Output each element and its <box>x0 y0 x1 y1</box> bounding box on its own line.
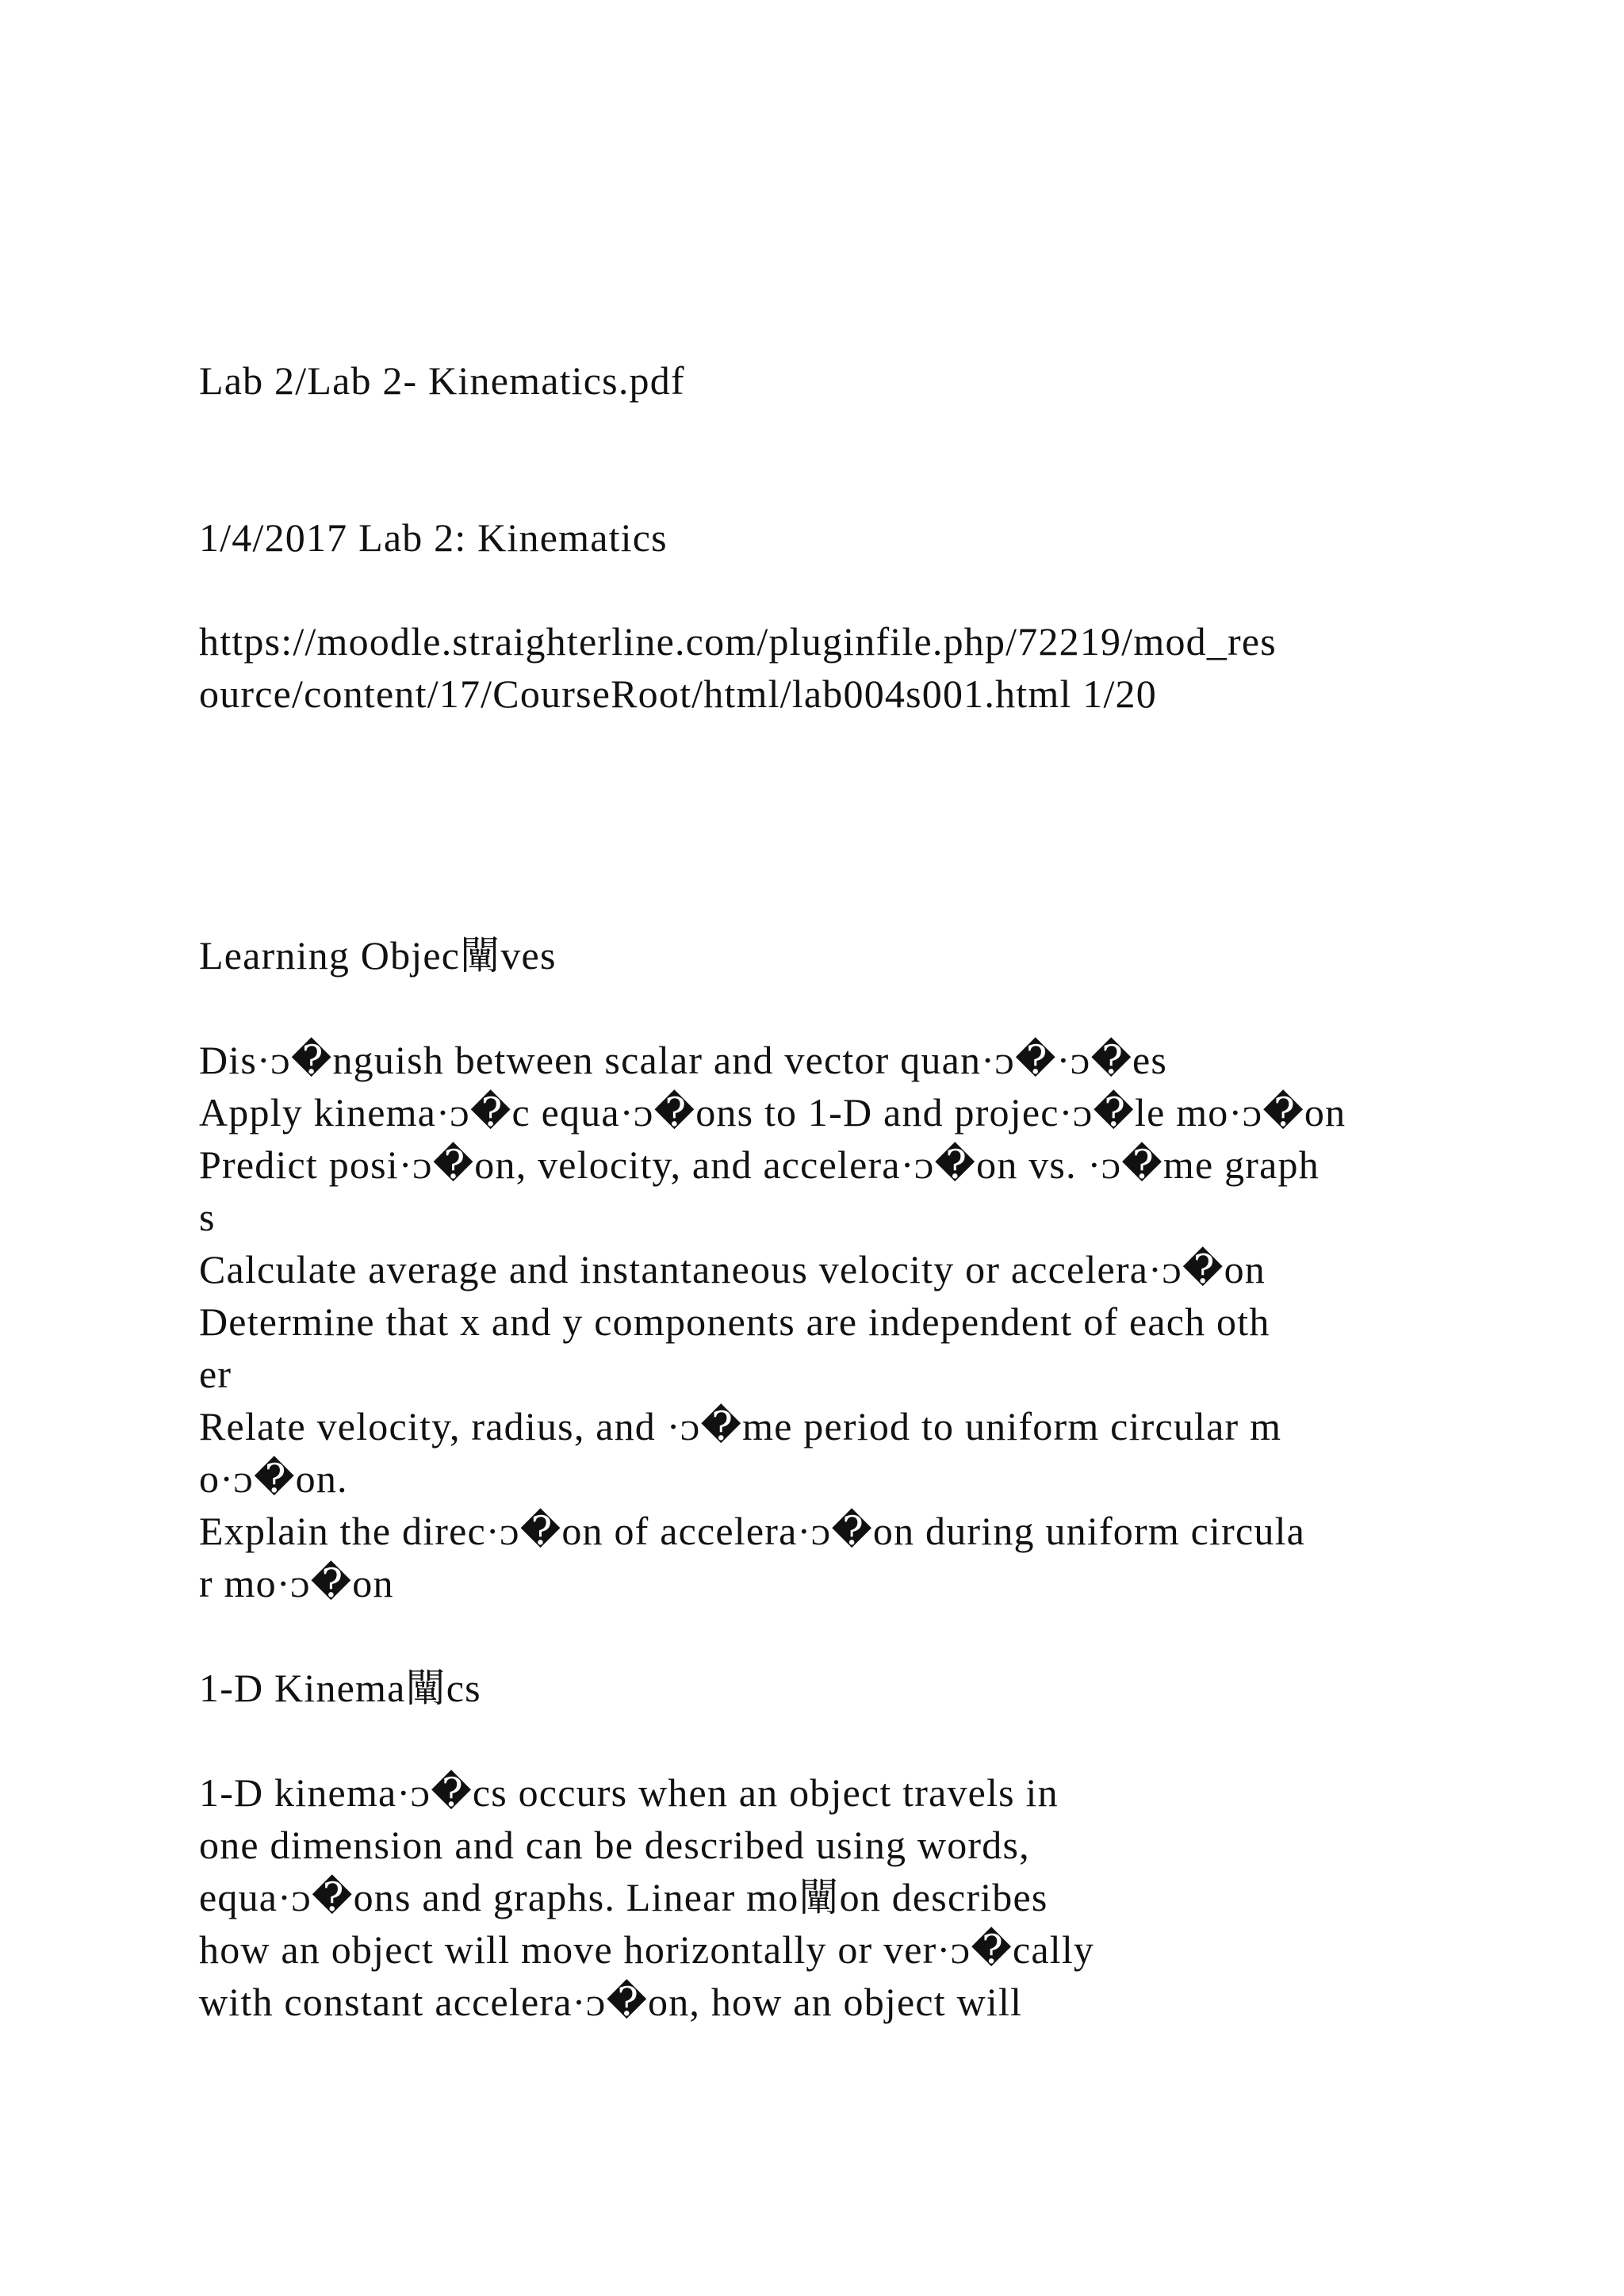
print-header: 1/4/2017 Lab 2: Kinematics <box>199 515 668 560</box>
objective-line: er <box>199 1352 232 1396</box>
objective-line: Relate velocity, radius, and ·ᴐ�me period to uniform circular m <box>199 1404 1282 1448</box>
body-line: equa·ᴐ�ons and graphs. Linear mo闡on describes <box>199 1875 1048 1919</box>
objective-line: Calculate average and instantaneous velocity or accelera·ᴐ�on <box>199 1247 1266 1292</box>
body-line: one dimension and can be described using words, <box>199 1823 1030 1867</box>
objective-line: Predict posi·ᴐ�on, velocity, and accelera·ᴐ�on vs. ·ᴐ�me graph <box>199 1142 1320 1187</box>
objective-line: Apply kinema·ᴐ�c equa·ᴐ�ons to 1-D and projec·ᴐ�le mo·ᴐ�on <box>199 1090 1346 1135</box>
body-line: 1-D kinema·ᴐ�cs occurs when an object travels in <box>199 1770 1059 1815</box>
objective-line: r mo·ᴐ�on <box>199 1561 394 1605</box>
objective-line: s <box>199 1195 216 1239</box>
file-title: Lab 2/Lab 2- Kinematics.pdf <box>199 358 685 403</box>
source-url-line-2: ource/content/17/CourseRoot/html/lab004s001.html 1/20 <box>199 672 1157 716</box>
body-line: with constant accelera·ᴐ�on, how an object will <box>199 1980 1023 2024</box>
objective-line: Dis·ᴐ�nguish between scalar and vector quan·ᴐ�·ᴐ�es <box>199 1038 1168 1082</box>
objectives-heading: Learning Objec闡ves <box>199 933 557 978</box>
objective-line: o·ᴐ�on. <box>199 1456 348 1501</box>
section-heading: 1-D Kinema闡cs <box>199 1666 481 1710</box>
objective-line: Determine that x and y components are independent of each oth <box>199 1299 1270 1344</box>
source-url-line-1: https://moodle.straighterline.com/pluginfile.php/72219/mod_res <box>199 619 1277 664</box>
objective-line: Explain the direc·ᴐ�on of accelera·ᴐ�on during uniform circula <box>199 1509 1306 1553</box>
body-line: how an object will move horizontally or ver·ᴐ�cally <box>199 1927 1095 1972</box>
